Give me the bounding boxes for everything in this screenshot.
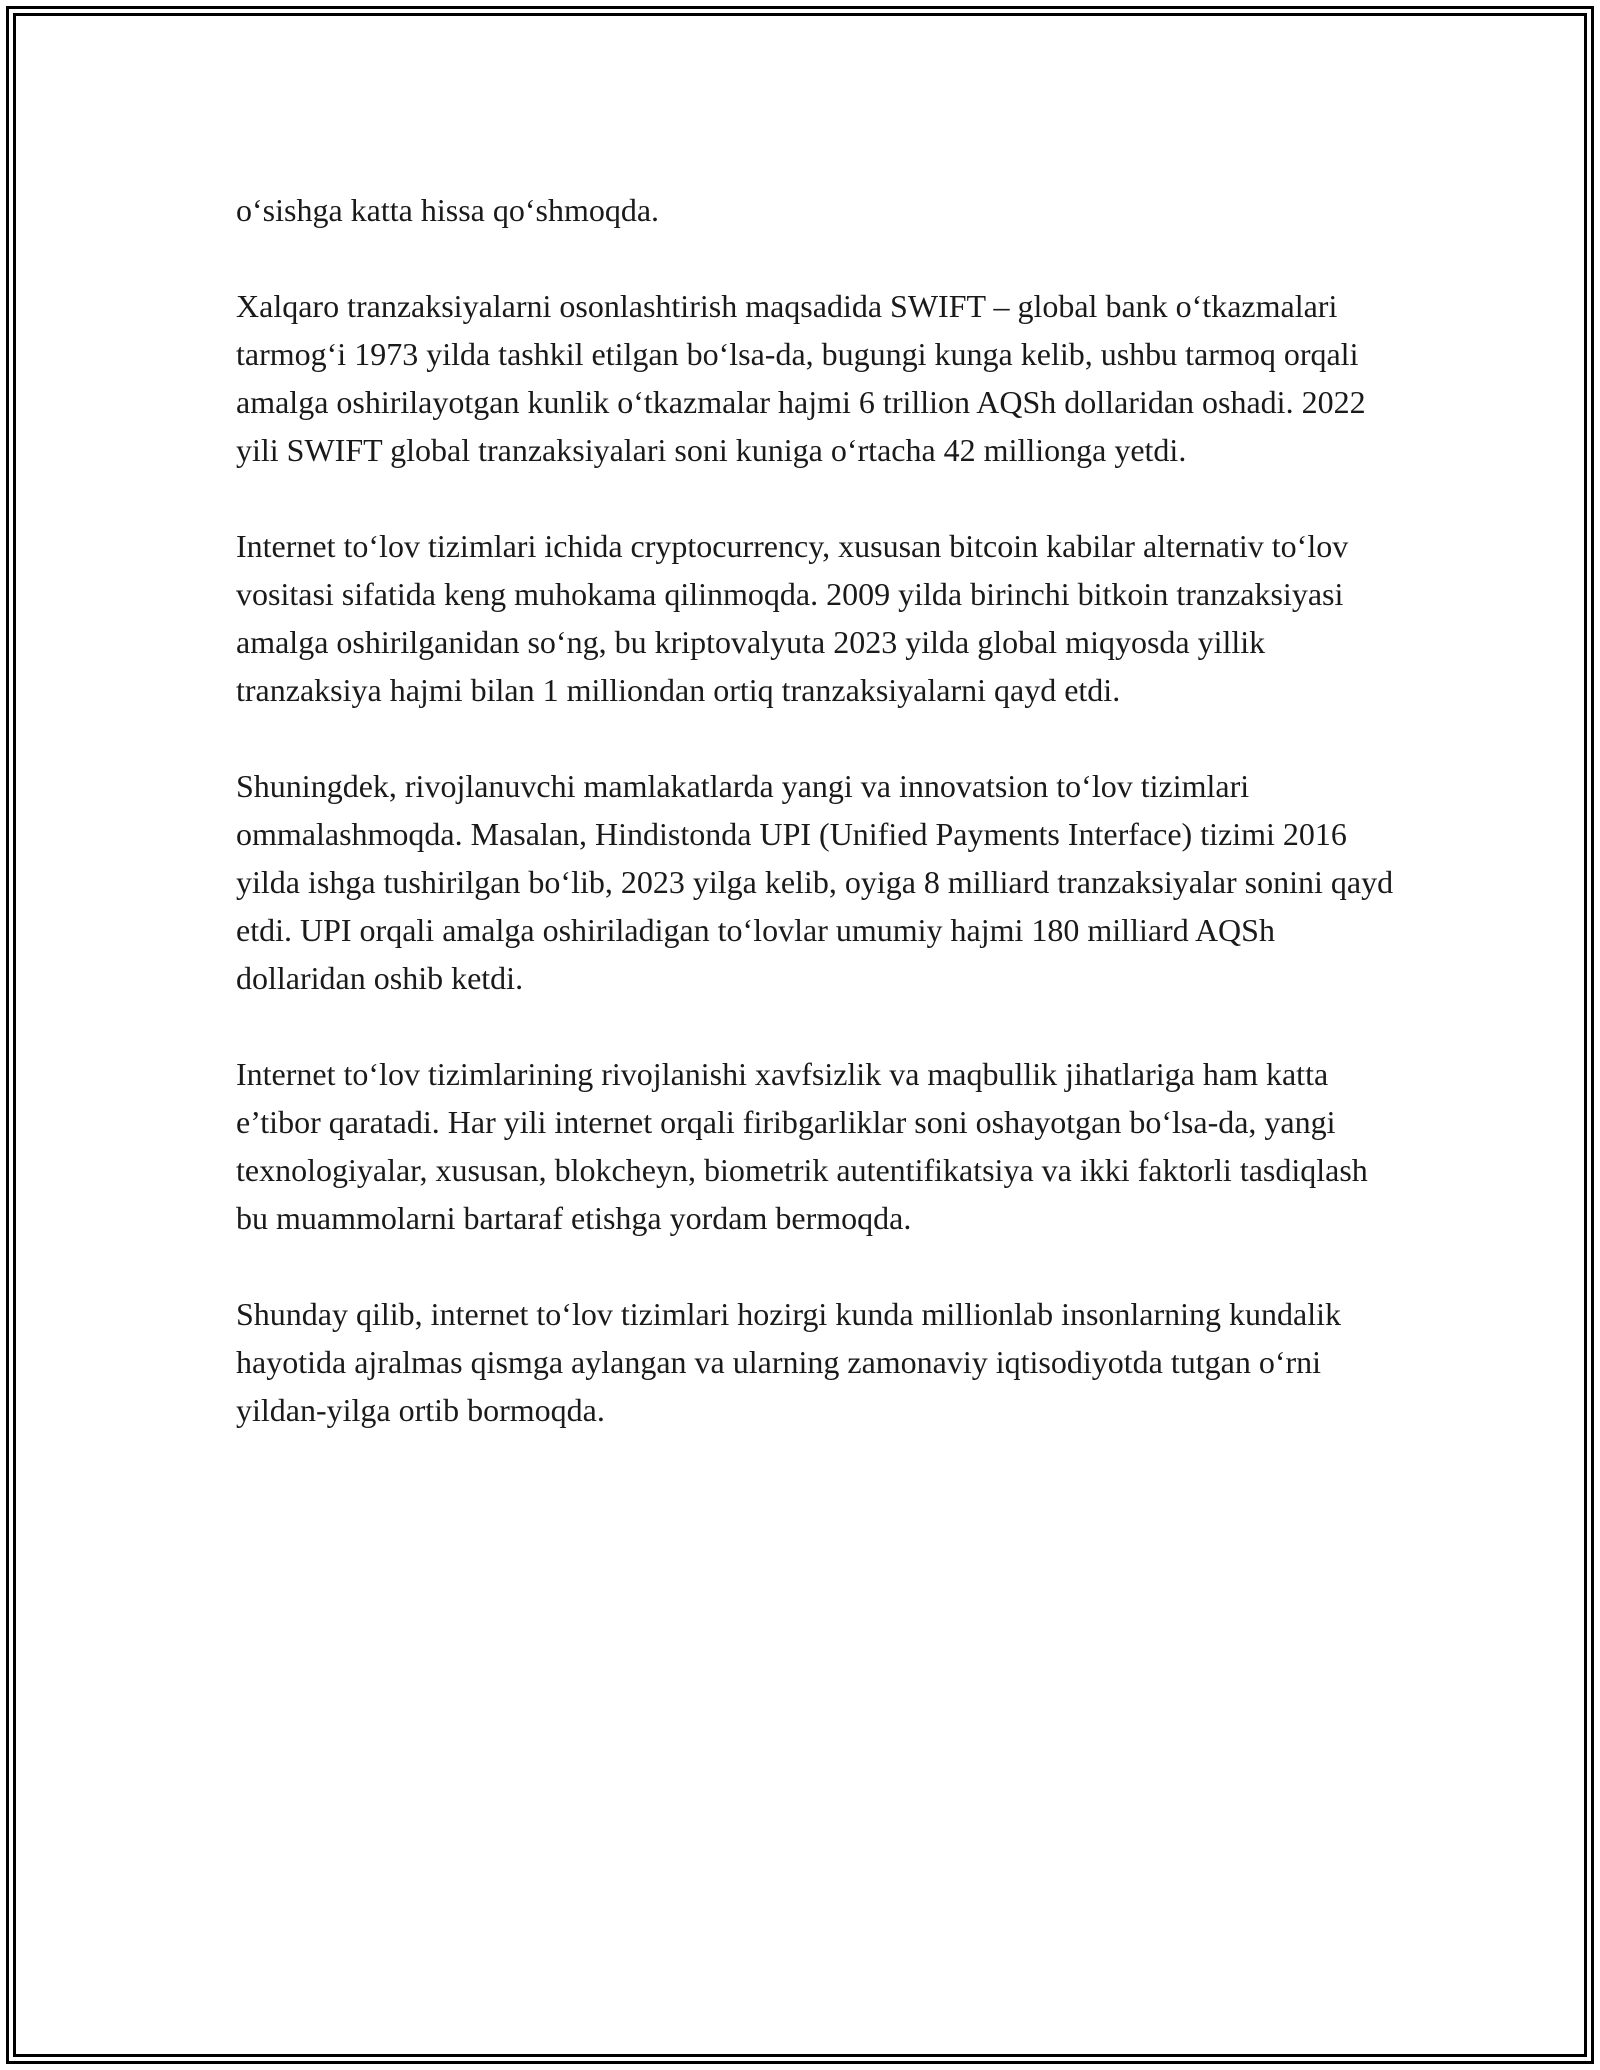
paragraph: Xalqaro tranzaksiyalarni osonlashtirish maqsadida SWIFT – global bank o‘tkazmalari tarmog‘i 1973 yilda tashkil etilgan bo‘lsa-da, bugungi kunga kelib, ushbu tarmoq orqali amalga oshirilayotgan kunlik o‘tkazmalar hajmi 6 trillion AQSh dollaridan oshadi. 2022 yili SWIFT global tranzaksiyalari soni kuniga o‘rtacha 42 millionga yetdi. <box>236 288 1366 468</box>
document-body <box>236 186 1396 1482</box>
paragraph: Internet to‘lov tizimlari ichida cryptocurrency, xususan bitcoin kabilar alternativ to‘lov vositasi sifatida keng muhokama qilinmoqda. 2009 yilda birinchi bitkoin tranzaksiyasi amalga oshirilganidan so‘ng, bu kriptovalyuta 2023 yilda global miqyosda yillik tranzaksiya hajmi bilan 1 milliondan ortiq tranzaksiyalarni qayd etdi. <box>236 528 1349 708</box>
paragraph: Internet to‘lov tizimlarining rivojlanishi xavfsizlik va maqbullik jihatlariga ham katta e’tibor qaratadi. Har yili internet orqali firibgarliklar soni oshayotgan bo‘lsa-da, yangi texnologiyalar, xususan, blokcheyn, biometrik autentifikatsiya va ikki faktorli tasdiqlash bu muammolarni bartaraf etishga yordam bermoqda. <box>236 1056 1368 1236</box>
paragraph: Shunday qilib, internet to‘lov tizimlari hozirgi kunda millionlab insonlarning kundalik hayotida ajralmas qismga aylangan va ularning zamonaviy iqtisodiyotda tutgan o‘rni yildan-yilga ortib bormoqda. <box>236 1296 1342 1428</box>
paragraph: Shuningdek, rivojlanuvchi mamlakatlarda yangi va innovatsion to‘lov tizimlari ommalashmoqda. Masalan, Hindistonda UPI (Unified Payments Interface) tizimi 2016 yilda ishga tushirilgan bo‘lib, 2023 yilga kelib, oyiga 8 milliard tranzaksiyalar sonini qayd etdi. UPI orqali amalga oshiriladigan to‘lovlar umumiy hajmi 180 milliard AQSh dollaridan oshib ketdi. <box>236 768 1394 996</box>
paragraph: o‘sishga katta hissa qo‘shmoqda. <box>236 192 660 228</box>
